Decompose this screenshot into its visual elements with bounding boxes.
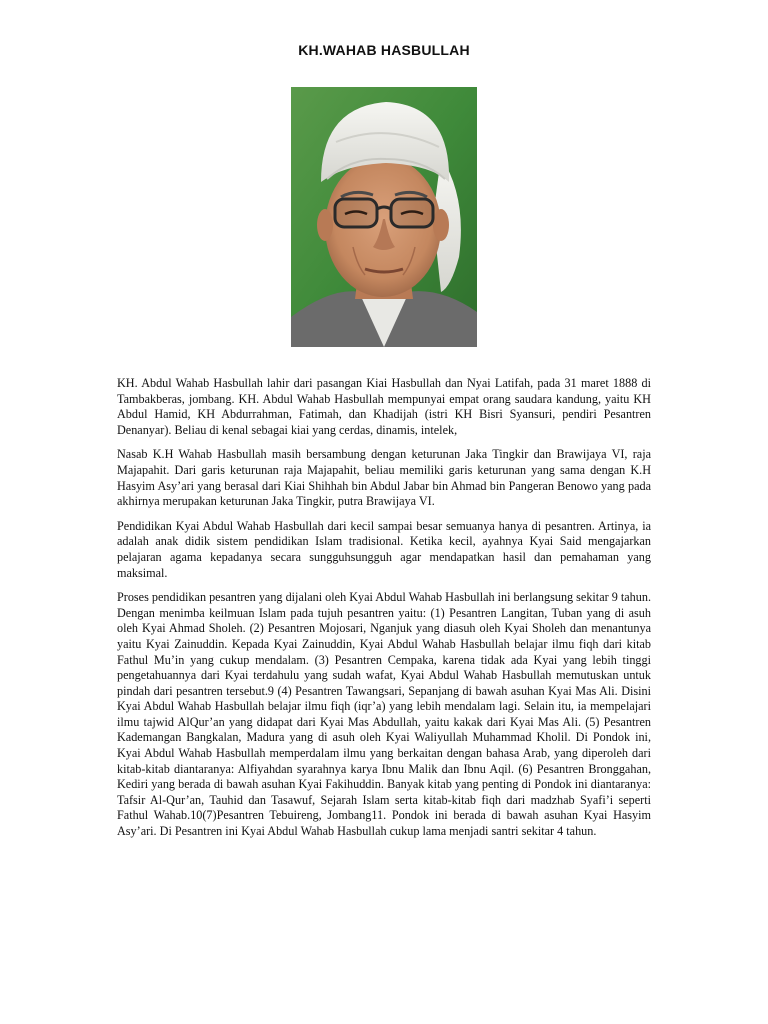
paragraph-birth: KH. Abdul Wahab Hasbullah lahir dari pasangan Kiai Hasbullah dan Nyai Latifah, pada 31 maret 1888 di Tambakberas, jombang. KH. Abdul Wahab Hasbullah mempunyai empat orang saudara kandung, yaitu KH Abdul Hamid, KH Abdurrahman, Fatimah, dan Khadijah (istri KH Bisri Syansuri, pendiri Pesantren Denanyar). Beliau di kenal sebagai kiai yang cerdas, dinamis, intelek,: [117, 376, 651, 437]
paragraph-pesantren-education: Proses pendidikan pesantren yang dijalani oleh Kyai Abdul Wahab Hasbullah ini berlangsung sekitar 9 tahun. Dengan menimba keilmuan Islam pada tujuh pesantren yaitu: (1) Pesantren Langitan, Tuban yang di asuh oleh Kyai Ahmad Sholeh. (2) Pesantren Mojosari, Nganjuk yang diasuh oleh Kyai Sholeh dan menantunya yaitu Kyai Zainuddin. Kepada Kyai Zainuddin, Kyai Abdul Wahab Hasbullah belajar ilmu fiqh dari kitab Fathul Mu’in yang cukup mendalam. (3) Pesantren Cempaka, karena tidak ada Kyai yang lebih tinggi pengetahuannya dari Kyai terdahulu yang sudah wafat, Kyai Abdul Wahab Hasbullah memutuskan untuk pindah dari pesantren tersebut.9 (4) Pesantren Tawangsari, Sepanjang di bawah asuhan Kyai Mas Ali. Disini Kyai Abdul Wahab Hasbullah belajar ilmu fiqh (iqr’a) yang lebih mendalam lagi. Selain itu, ia mempelajari ilmu tajwid AlQur’an yang didapat dari Kyai Mas Abdullah, yaitu kakak dari Kyai Mas Ali. (5) Pesantren Kademangan Bangkalan, Madura yang di asuh oleh Kyai Waliyullah Muhammad Kholil. Di Pondok ini, Kyai Abdul Wahab Hasbullah memperdalam ilmu yang berkaitan dengan bahasa Arab, yang diperoleh dari kitab-kitab diantaranya: Alfiyahdan syarahnya karya Ibnu Malik dan Ibnu Aqil. (6) Pesantren Bronggahan, Kediri yang berada di bawah asuhan Kyai Fakihuddin. Banyak kitab yang penting di Pondok ini diantaranya: Tafsir Al-Qur’an, Tauhid dan Tasawuf, Sejarah Islam serta kitab-kitab fiqh dari madzhab Syafi’i seperti Fathul Wahab.10(7)Pesantren Tebuireng, Jombang11. Pondok ini berada di bawah asuhan Kyai Hasyim Asy’ari. Di Pesantren ini Kyai Abdul Wahab Hasbullah cukup lama menjadi santri sekitar 4 tahun.: [117, 590, 651, 839]
paragraph-early-education: Pendidikan Kyai Abdul Wahab Hasbullah dari kecil sampai besar semuanya hanya di pesantren. Artinya, ia adalah anak didik sistem pendidikan Islam tradisional. Ketika kecil, ayahnya Kyai Said mengajarkan pelajaran agama kepadanya secara sungguhsungguh agar mendapatkan hasil dan pemahaman yang maksimal.: [117, 518, 651, 580]
portrait-photo: [291, 87, 477, 347]
article-body: [117, 376, 651, 849]
portrait-illustration: [291, 87, 477, 347]
page-title: KH.WAHAB HASBULLAH: [298, 42, 470, 58]
paragraph-lineage: Nasab K.H Wahab Hasbullah masih bersambung dengan keturunan Jaka Tingkir dan Brawijaya VI, raja Majapahit. Dari garis keturunan raja Majapahit, beliau memiliki garis keturunan yang sama dengan K.H Hasyim Asy’ari yang berasal dari Kiai Shihhah bin Abdul Jabar bin Ahmad bin Pangeran Benowo yang pada akhirnya merupakan keturunan Jaka Tingkir, putra Brawijaya VI.: [117, 447, 651, 509]
